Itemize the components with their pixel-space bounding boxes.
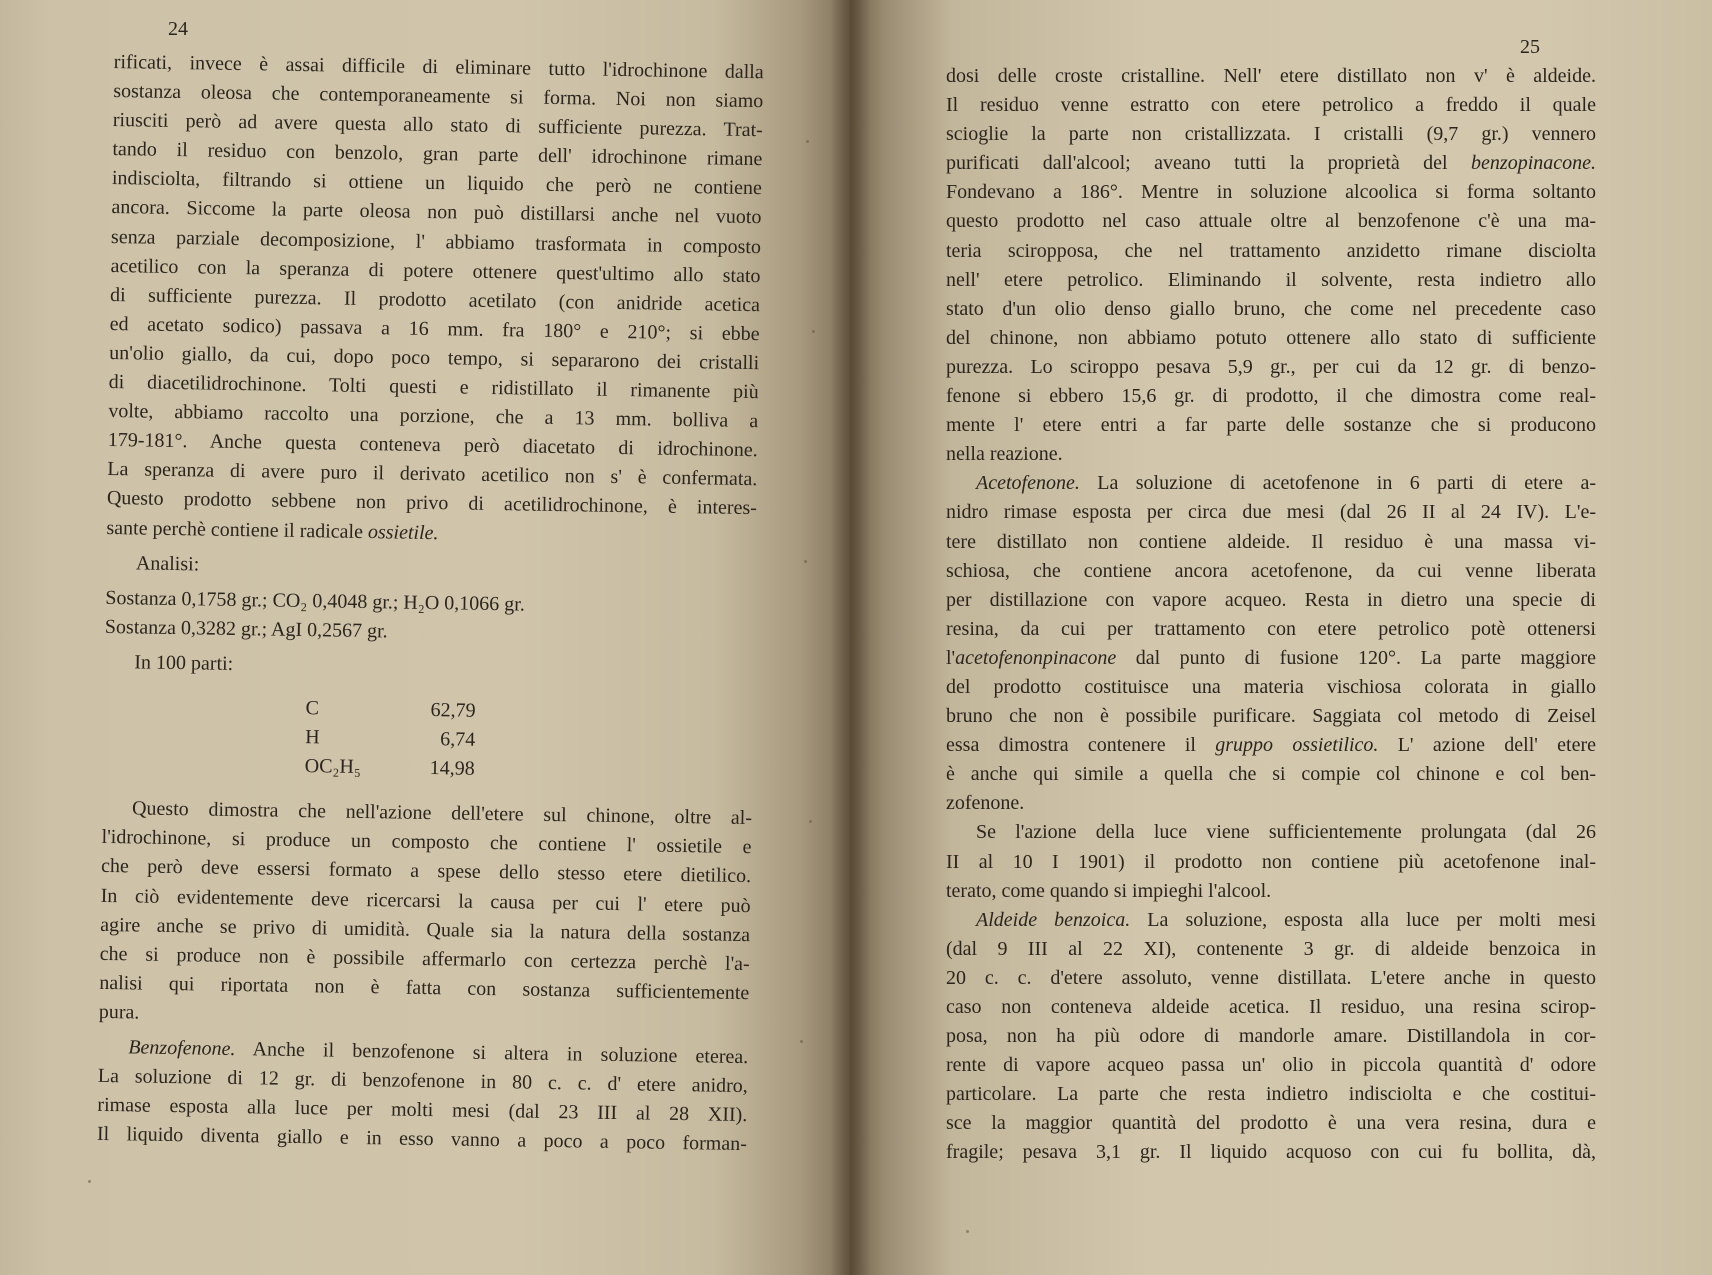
text-line: tere distillato non contiene aldeide. Il residuo è una massa vi- — [946, 530, 1596, 553]
text-line: zofenone. — [946, 792, 1025, 815]
text-line: La soluzione di 12 gr. di benzofenone in 80 c. c. d' etere anidro, — [97, 1064, 748, 1098]
value-cell: 14,98 — [429, 757, 475, 780]
text-run: essa dimostra contenere il — [946, 734, 1196, 757]
text-line: resina, da cui per trattamento con etere petrolico potè ottenersi — [946, 617, 1596, 640]
text-line: terato, come quando si impieghi l'alcool. — [946, 879, 1272, 902]
text-line: fenone si ebbero 15,6 gr. di prodotto, il che dimostra come real- — [946, 385, 1596, 408]
section-title-aldeide-benzoica: Aldeide benzoica. — [976, 908, 1131, 931]
text-line: nalisi qui riportata non è fatta con sostanza sufficientemente — [99, 971, 750, 1004]
paper-speck — [804, 560, 807, 563]
text-line: mente l' etere entri a far parte delle sostanze che si producono — [946, 414, 1596, 437]
text-line: stato d'un olio denso giallo bruno, che come nel precedente caso — [946, 297, 1596, 320]
italic-term-acetofenonpinacone: acetofenonpinacone — [955, 646, 1117, 669]
text-line — [946, 731, 1596, 760]
text-line: tando il residuo con benzolo, gran parte dell' idrochinone rimane — [112, 138, 763, 171]
text-line: l'idrochinone, si produce un composto che contiene l' ossietile e — [101, 826, 752, 859]
value-cell: 62,79 — [430, 699, 476, 722]
text-line: che però deve essersi formato a spese dello stesso etere dietilico. — [100, 855, 752, 888]
text-line: Fondevano a 186°. Mentre in soluzione alcoolica si forma soltanto — [946, 181, 1596, 204]
page-number-left: 24 — [168, 18, 188, 40]
section-title-acetofenone: Acetofenone. — [976, 472, 1080, 495]
text-line: del chinone, non abbiamo potuto ottenere allo stato di sufficiente — [946, 326, 1596, 349]
text-line: è anche qui simile a quella che si compie col chinone e col ben- — [946, 763, 1596, 786]
element-cell: H — [305, 726, 320, 749]
parts-label: In 100 parti: — [134, 651, 234, 675]
right-page — [850, 0, 1712, 1275]
text-line: scioglie la parte non cristallizzata. I cristalli (9,7 gr.) vennero — [946, 123, 1596, 146]
text-line: acetilico con la speranza di potere ottenere quest'ultimo allo stato — [110, 254, 761, 287]
paper-speck — [809, 820, 812, 823]
text-run: La soluzione, esposta alla luce per molti mesi — [1147, 908, 1596, 931]
text-line: La speranza di avere puro il derivato acetilico non s' è confermata. — [107, 458, 758, 491]
text-line: sce la maggior quantità del prodotto è una vera resina, dura e — [946, 1112, 1596, 1135]
analysis-line: Sostanza 0,1758 gr.; CO₂ 0,4048 gr.; H₂O 0,1066 gr. — [105, 586, 525, 616]
text-line: fragile; pesava 3,1 gr. Il liquido acquoso con cui fu bollita, dà, — [946, 1141, 1596, 1164]
value-cell: 6,74 — [440, 728, 476, 751]
text-line: posa, non ha più odore di mandorle amare. Distillandola in cor- — [946, 1025, 1596, 1048]
element-cell: OC₂H₅ — [304, 755, 362, 779]
text-line: volte, abbiamo raccolto una porzione, che a 13 mm. bolliva a — [108, 400, 759, 433]
text-line: particolare. La parte che resta indietro indisciolta e che costitui- — [946, 1083, 1596, 1106]
text-run: purificati dall'alcool; aveano tutti la proprietà del — [946, 152, 1448, 175]
text-line: riusciti però ad avere questa allo stato di sufficiente purezza. Trat- — [112, 109, 763, 142]
text-line: schiosa, che contiene ancora acetofenone, da cui venne liberata — [946, 559, 1596, 582]
text-line: che si produce non è possibile affermarlo con certezza perchè l'a- — [99, 942, 750, 975]
text-line: per distillazione con vapore acqueo. Resta in dietro una specie di — [946, 588, 1596, 611]
text-line: Questo prodotto sebbene non privo di acetilidrochinone, è interes- — [106, 487, 758, 520]
text-line: Il liquido diventa giallo e in esso vanno a poco a poco forman- — [96, 1123, 748, 1156]
text-line: senza parziale decomposizione, l' abbiamo trasformata in composto — [110, 225, 762, 258]
italic-term-gruppo-ossietilico: gruppo ossietilico. — [1215, 734, 1379, 757]
text-run: L' azione dell' etere — [1397, 734, 1597, 757]
italic-term-benzopinacone: benzopinacone. — [1471, 152, 1597, 175]
paper-speck — [800, 1040, 803, 1043]
text-run: dal punto di fusione 120°. La parte maggiore — [1135, 646, 1596, 669]
text-line: teria sciropposa, che nel trattamento anzidetto rimane disciolta — [946, 239, 1596, 262]
text-line: caso non conteneva aldeide acetica. Il residuo, una resina scirop- — [946, 996, 1596, 1018]
text-line: rificati, invece è assai difficile di eliminare tutto l'idrochinone dalla — [113, 50, 764, 84]
text-line: di diacetilidrochinone. Tolti questi e ridistillato il rimanente più — [108, 370, 759, 404]
text-line — [946, 644, 1596, 673]
left-page — [0, 0, 850, 1275]
text-line: (dal 9 III al 22 XI), contenente 3 gr. di aldeide benzoica in — [946, 937, 1596, 960]
text-line — [946, 906, 1596, 935]
text-line: indisciolta, filtrando si ottiene un liquido che però ne contiene — [111, 167, 763, 200]
text-run: La soluzione di acetofenone in 6 parti di etere a- — [1097, 472, 1597, 495]
text-line: pura. — [98, 1000, 140, 1024]
analysis-line: Sostanza 0,3282 gr.; AgI 0,2567 gr. — [104, 615, 388, 643]
section-title-benzofenone: Benzofenone. — [128, 1036, 236, 1061]
text-line: Questo dimostra che nell'azione dell'etere sul chinone, oltre al- — [131, 797, 753, 830]
text-line: 20 c. c. d'etere assoluto, venne distillata. L'etere anche in questo — [946, 966, 1596, 989]
text-run: sante perchè contiene il radicale — [106, 516, 364, 543]
text-line: di sufficiente purezza. Il prodotto acetilato (con anidride acetica — [109, 283, 761, 316]
text-line: ancora. Siccome la parte oleosa non può distillarsi anche nel vuoto — [111, 196, 762, 229]
text-line: bruno che non è possibile purificare. Saggiata col metodo di Zeisel — [946, 705, 1596, 728]
page-number-right: 25 — [1520, 36, 1540, 58]
text-line: rente di vapore acqueo passa un' olio in piccola quantità d' odore — [946, 1054, 1596, 1077]
text-line: un'olio giallo, da cui, dopo poco tempo, si separarono dei cristalli — [109, 341, 760, 375]
text-line — [946, 469, 1596, 498]
text-line: dosi delle croste cristalline. Nell' etere distillato non v' è aldeide. — [946, 65, 1596, 87]
text-line: nidro rimase esposta per circa due mesi (dal 26 II al 24 IV). L'e- — [946, 501, 1596, 524]
text-run: l' — [946, 646, 956, 669]
left-page-text — [97, 48, 764, 1159]
table-row — [305, 752, 475, 784]
text-line: agire anche se privo di umidità. Quale sia la natura della sostanza — [100, 913, 751, 946]
paper-speck — [966, 1230, 969, 1233]
table-row — [305, 694, 475, 726]
text-line: rimase esposta alla luce per molti mesi (dal 23 III al 28 XII). — [97, 1094, 748, 1127]
analysis-label: Analisi: — [135, 552, 200, 575]
text-line: questo prodotto nel caso attuale oltre al benzofenone c'è una ma- — [946, 210, 1596, 233]
table-row — [305, 723, 475, 755]
paper-speck — [812, 330, 815, 333]
text-line: nella reazione. — [946, 443, 1063, 466]
text-line: nell' etere petrolico. Eliminando il solvente, resta indietro allo — [946, 268, 1596, 291]
text-line: In ciò evidentemente deve ricercarsi la causa per cui l' etere può — [100, 884, 751, 917]
paper-speck — [88, 1180, 91, 1183]
text-line: Se l'azione della luce viene sufficientemente prolungata (dal 26 — [976, 821, 1596, 844]
book-gutter-shadow — [830, 0, 870, 1275]
text-line — [946, 149, 1596, 178]
text-line: 179-181°. Anche questa conteneva però diacetato di idrochinone. — [107, 429, 758, 462]
text-line: purezza. Lo sciroppo pesava 5,9 gr., per cui da 12 gr. di benzo- — [946, 355, 1596, 378]
text-line: II al 10 I 1901) il prodotto non contiene più acetofenone inal- — [946, 850, 1596, 873]
text-line: Il residuo venne estratto con etere petrolico a freddo il quale — [946, 94, 1596, 117]
paper-speck — [806, 140, 809, 143]
italic-term-ossietile: ossietile. — [367, 520, 439, 544]
text-line: ed acetato sodico) passava a 16 mm. fra 180° e 210°; si ebbe — [109, 312, 760, 346]
text-line: del prodotto costituisce una materia vischiosa colorata in giallo — [946, 675, 1596, 698]
composition-table — [305, 694, 476, 784]
element-cell: C — [305, 697, 320, 720]
text-line: sostanza oleosa che contemporaneamente si forma. Noi non siamo — [113, 80, 764, 113]
text-run: Anche il benzofenone si altera in soluzione eterea. — [252, 1038, 749, 1069]
right-page-text — [946, 62, 1596, 1168]
